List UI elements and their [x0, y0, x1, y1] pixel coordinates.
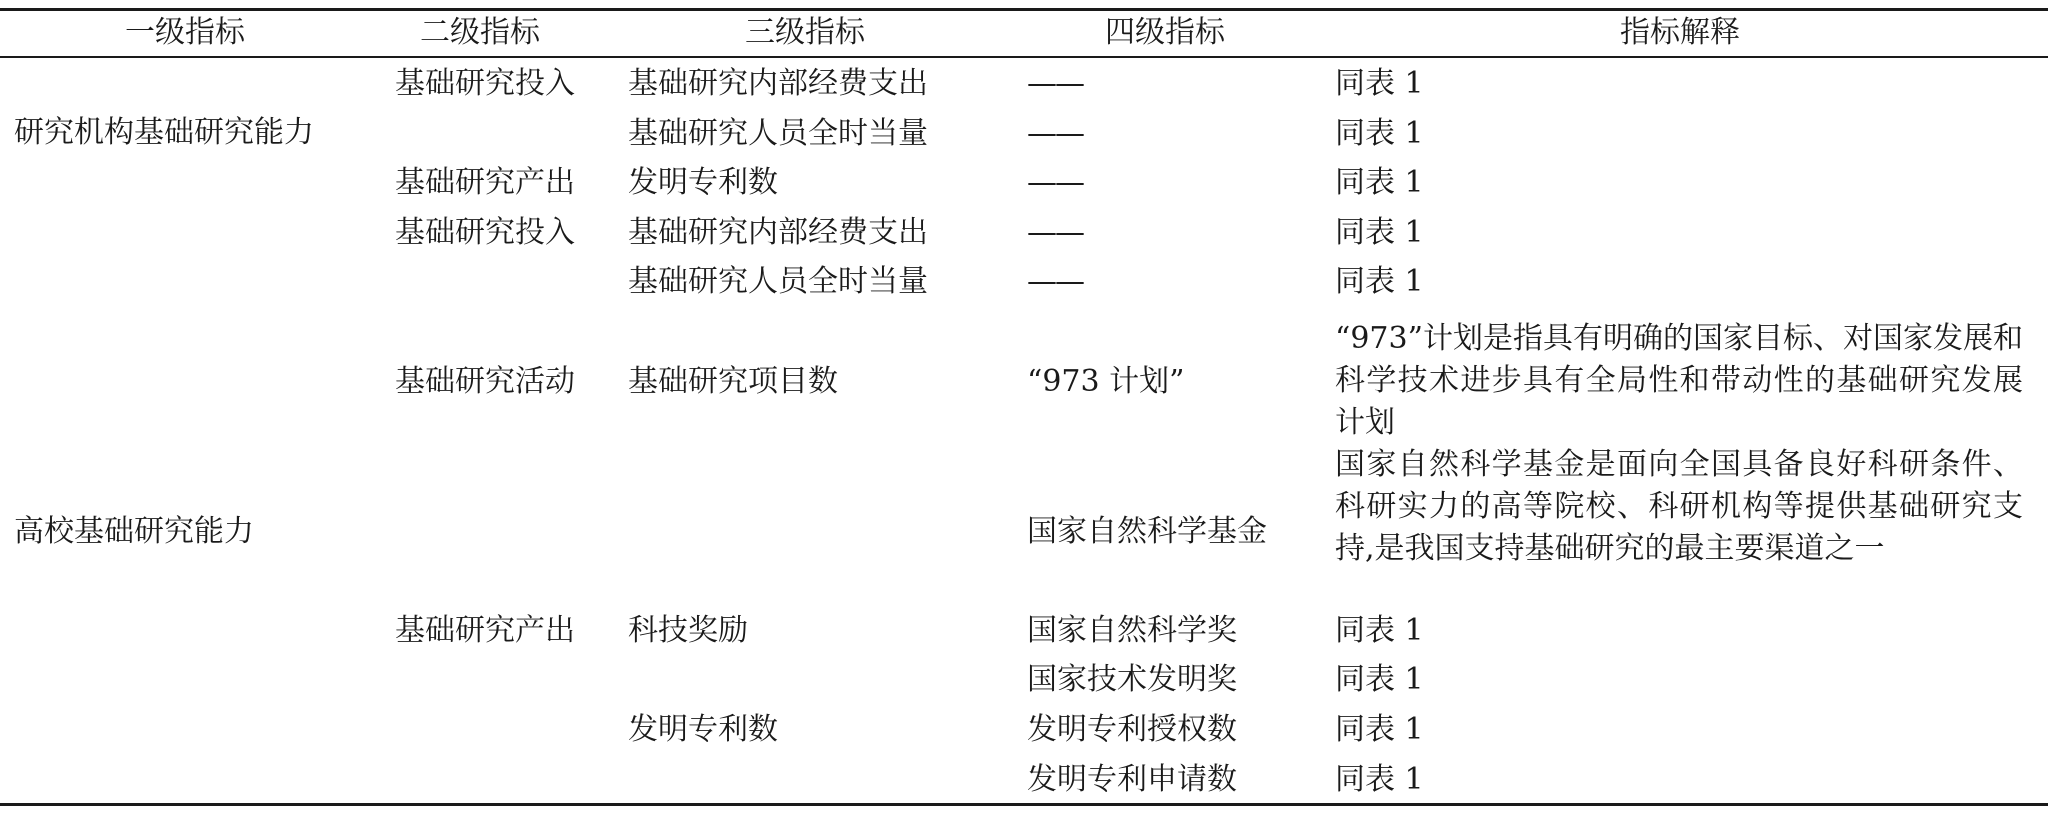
table-cell-level2: 基础研究产出	[395, 613, 575, 648]
table-cell-explanation: 同表 1	[1335, 116, 1424, 151]
table-cell-level4: ——	[1027, 264, 1083, 299]
table-cell-explanation: 同表 1	[1335, 712, 1424, 747]
table-cell-level4: ——	[1027, 116, 1083, 151]
table-cell-level2: 基础研究投入	[395, 66, 575, 101]
table-bottom-rule	[0, 803, 2048, 806]
table-cell-level3: 科技奖励	[628, 613, 748, 648]
table-cell-level3: 基础研究内部经费支出	[628, 215, 928, 250]
table-cell-explanation: 同表 1	[1335, 66, 1424, 101]
table-cell-level4: ——	[1027, 165, 1083, 200]
table-cell-level4: 国家自然科学奖	[1027, 613, 1237, 648]
table-cell-level3: 基础研究人员全时当量	[628, 116, 928, 151]
table-cell-explanation: 同表 1	[1335, 613, 1424, 648]
table-cell-explanation: 同表 1	[1335, 662, 1424, 697]
table-cell-level4: 国家自然科学基金	[1027, 514, 1267, 549]
table-cell-level3: 基础研究内部经费支出	[628, 66, 928, 101]
table-cell-level2: 基础研究投入	[395, 215, 575, 250]
table-cell-level4: 发明专利申请数	[1027, 762, 1237, 797]
table-cell-level3: 发明专利数	[628, 712, 778, 747]
table-cell-level2: 基础研究活动	[395, 364, 575, 399]
header-level4: 四级指标	[1105, 15, 1225, 50]
level1-university: 高校基础研究能力	[14, 514, 254, 549]
header-level2: 二级指标	[420, 15, 540, 50]
table-cell-explanation: 同表 1	[1335, 762, 1424, 797]
table-cell-level4: ——	[1027, 66, 1083, 101]
table-cell-level3: 基础研究项目数	[628, 364, 838, 399]
table-cell-level4: ——	[1027, 215, 1083, 250]
header-level1: 一级指标	[125, 15, 245, 50]
table-cell-level2: 基础研究产出	[395, 165, 575, 200]
header-explanation: 指标解释	[1620, 15, 1740, 50]
table-cell-level4: 发明专利授权数	[1027, 712, 1237, 747]
level1-research-institute: 研究机构基础研究能力	[14, 115, 314, 150]
table-cell-level4: 国家技术发明奖	[1027, 662, 1237, 697]
table-cell-explanation: 同表 1	[1335, 215, 1424, 250]
table-cell-explanation: “973”计划是指具有明确的国家目标、对国家发展和科学技术进步具有全局性和带动性的基础研究发展计划	[1335, 321, 2023, 440]
table-cell-explanation: 同表 1	[1335, 165, 1424, 200]
table-cell-explanation: 国家自然科学基金是面向全国具备良好科研条件、科研实力的高等院校、科研机构等提供基础研究支持,是我国支持基础研究的最主要渠道之一	[1335, 447, 2023, 566]
table-cell-explanation: 同表 1	[1335, 264, 1424, 299]
table-cell-level4: “973 计划”	[1027, 364, 1185, 399]
table-cell-level3: 基础研究人员全时当量	[628, 264, 928, 299]
table-cell-level3: 发明专利数	[628, 165, 778, 200]
header-level3: 三级指标	[745, 15, 865, 50]
